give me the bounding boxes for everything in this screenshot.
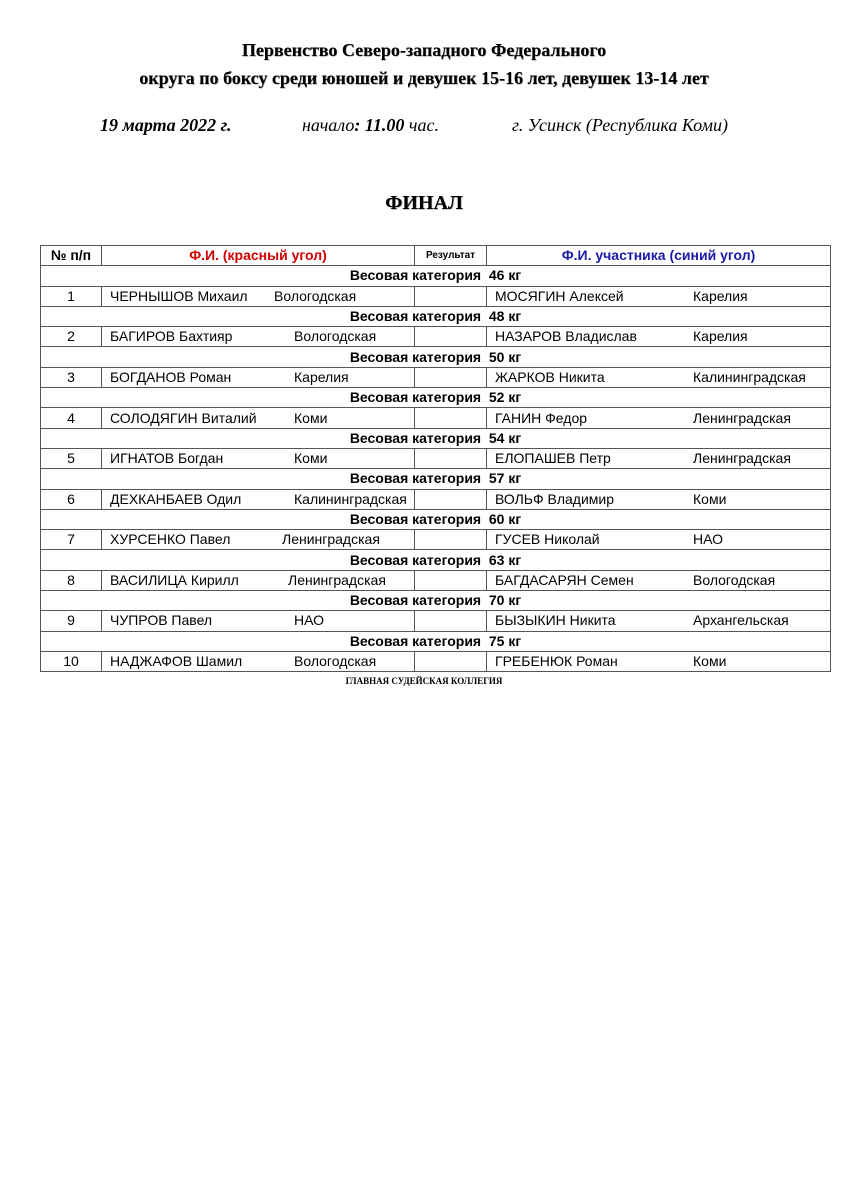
bout-row bbox=[41, 367, 831, 387]
red-corner-cell bbox=[102, 286, 415, 306]
table-header-row bbox=[41, 246, 831, 266]
blue-boxer-name: ВОЛЬФ Владимир bbox=[495, 490, 615, 507]
weight-category-value: 75 кг bbox=[488, 632, 522, 649]
blue-boxer-region: Коми bbox=[693, 653, 727, 670]
weight-category-value: 70 кг bbox=[488, 592, 522, 609]
red-boxer-region: Ленинградская bbox=[282, 531, 380, 548]
bout-row bbox=[41, 530, 831, 550]
bout-number: 8 bbox=[41, 570, 102, 590]
bout-row bbox=[41, 651, 831, 671]
blue-boxer-region: Карелия bbox=[693, 328, 748, 345]
result-cell bbox=[415, 570, 487, 590]
weight-category-cell bbox=[41, 550, 831, 570]
weight-category-label: Весовая категория bbox=[349, 632, 482, 649]
start-label: начало bbox=[302, 115, 355, 135]
weight-category-value: 50 кг bbox=[488, 348, 522, 365]
weight-category-row bbox=[41, 509, 831, 529]
stage-title: ФИНАЛ bbox=[385, 192, 463, 214]
blue-boxer-region: НАО bbox=[693, 531, 724, 548]
weight-category-row bbox=[41, 631, 831, 651]
red-boxer-name: ЧУПРОВ Павел bbox=[110, 612, 213, 629]
red-boxer-region: Коми bbox=[294, 450, 328, 467]
bout-number: 6 bbox=[41, 489, 102, 509]
result-cell bbox=[415, 489, 487, 509]
red-boxer-name: ДЕХКАНБАЕВ Одил bbox=[110, 490, 242, 507]
red-boxer-name: НАДЖАФОВ Шамил bbox=[110, 653, 243, 670]
blue-boxer-region: Архангельская bbox=[693, 612, 789, 629]
result-cell bbox=[415, 611, 487, 631]
blue-boxer-region: Вологодская bbox=[693, 571, 776, 588]
weight-category-cell bbox=[41, 347, 831, 367]
weight-category-row bbox=[41, 428, 831, 448]
bout-number: 10 bbox=[41, 651, 102, 671]
result-cell bbox=[415, 327, 487, 347]
blue-corner-cell bbox=[487, 448, 831, 468]
weight-category-value: 63 кг bbox=[488, 551, 522, 568]
weight-category-value: 60 кг bbox=[488, 511, 522, 527]
blue-corner-cell bbox=[487, 530, 831, 550]
weight-category-value: 48 кг bbox=[488, 308, 522, 325]
weight-category-cell bbox=[41, 591, 831, 611]
result-cell bbox=[415, 651, 487, 671]
event-date: 19 марта 2022 г. bbox=[100, 115, 232, 135]
start-unit: час. bbox=[408, 115, 439, 135]
red-corner-cell bbox=[102, 367, 415, 387]
footer-signature: ГЛАВНАЯ СУДЕЙСКАЯ КОЛЛЕГИЯ bbox=[345, 676, 503, 686]
blue-boxer-name: БЫЗЫКИН Никита bbox=[495, 612, 616, 629]
weight-category-label: Весовая категория bbox=[349, 429, 482, 446]
blue-boxer-name: ГАНИН Федор bbox=[495, 409, 588, 426]
blue-boxer-region: Коми bbox=[693, 490, 727, 507]
result-cell bbox=[415, 408, 487, 428]
col-result-header: Результат bbox=[415, 246, 487, 266]
bout-number: 9 bbox=[41, 611, 102, 631]
bout-number: 3 bbox=[41, 367, 102, 387]
weight-category-value: 54 кг bbox=[488, 429, 522, 446]
blue-corner-cell bbox=[487, 611, 831, 631]
bout-row bbox=[41, 327, 831, 347]
weight-category-value: 57 кг bbox=[488, 470, 522, 487]
blue-corner-cell bbox=[487, 286, 831, 306]
results-table bbox=[40, 245, 831, 672]
weight-category-label: Весовая категория bbox=[349, 308, 482, 325]
red-boxer-name: ВАСИЛИЦА Кирилл bbox=[110, 571, 239, 588]
weight-category-row bbox=[41, 388, 831, 408]
bout-row bbox=[41, 489, 831, 509]
bout-row bbox=[41, 448, 831, 468]
red-boxer-name: БАГИРОВ Бахтияр bbox=[110, 328, 233, 345]
red-corner-cell bbox=[102, 611, 415, 631]
blue-boxer-name: ГРЕБЕНЮК Роман bbox=[495, 653, 618, 670]
weight-category-cell bbox=[41, 266, 831, 286]
weight-category-label: Весовая категория bbox=[349, 592, 482, 609]
weight-category-cell bbox=[41, 306, 831, 326]
red-boxer-region: Вологодская bbox=[294, 653, 377, 670]
blue-boxer-name: ГУСЕВ Николай bbox=[495, 531, 600, 548]
red-corner-cell bbox=[102, 570, 415, 590]
blue-boxer-region: Ленинградская bbox=[693, 450, 791, 467]
red-boxer-region: Вологодская bbox=[294, 328, 377, 345]
red-boxer-region: Коми bbox=[294, 409, 328, 426]
weight-category-row bbox=[41, 469, 831, 489]
blue-boxer-name: ЖАРКОВ Никита bbox=[495, 368, 605, 385]
bout-row bbox=[41, 570, 831, 590]
blue-boxer-name: ЕЛОПАШЕВ Петр bbox=[495, 450, 611, 467]
blue-corner-cell bbox=[487, 367, 831, 387]
col-blue-corner-header: Ф.И. участника (синий угол) bbox=[487, 246, 831, 266]
red-boxer-name: ЧЕРНЫШОВ Михаил bbox=[110, 287, 248, 304]
event-place: г. Усинск (Республика Коми) bbox=[512, 115, 728, 135]
blue-boxer-name: БАГДАСАРЯН Семен bbox=[495, 571, 634, 588]
start-time bbox=[302, 112, 439, 138]
bout-row bbox=[41, 611, 831, 631]
weight-category-cell bbox=[41, 509, 831, 529]
red-boxer-region: Вологодская bbox=[274, 287, 357, 304]
blue-boxer-name: МОСЯГИН Алексей bbox=[495, 287, 624, 304]
weight-category-row bbox=[41, 591, 831, 611]
weight-category-cell bbox=[41, 388, 831, 408]
bout-row bbox=[41, 286, 831, 306]
blue-corner-cell bbox=[487, 570, 831, 590]
bout-number: 7 bbox=[41, 530, 102, 550]
weight-category-row bbox=[41, 266, 831, 286]
blue-corner-cell bbox=[487, 651, 831, 671]
blue-corner-cell bbox=[487, 408, 831, 428]
result-cell bbox=[415, 530, 487, 550]
red-corner-cell bbox=[102, 448, 415, 468]
weight-category-cell bbox=[41, 631, 831, 651]
weight-category-cell bbox=[41, 428, 831, 448]
blue-boxer-name: НАЗАРОВ Владислав bbox=[495, 328, 637, 345]
weight-category-cell bbox=[41, 469, 831, 489]
bout-number: 1 bbox=[41, 286, 102, 306]
col-red-corner-header: Ф.И. (красный угол) bbox=[102, 246, 415, 266]
blue-boxer-region: Ленинградская bbox=[693, 409, 791, 426]
title-line-1: Первенство Северо-западного Федерального bbox=[241, 40, 607, 60]
red-corner-cell bbox=[102, 489, 415, 509]
weight-category-value: 52 кг bbox=[488, 389, 522, 406]
red-boxer-name: ИГНАТОВ Богдан bbox=[110, 450, 224, 467]
weight-category-label: Весовая категория bbox=[349, 551, 482, 568]
red-corner-cell bbox=[102, 327, 415, 347]
weight-category-label: Весовая категория bbox=[349, 267, 482, 284]
blue-corner-cell bbox=[487, 489, 831, 509]
red-corner-cell bbox=[102, 651, 415, 671]
red-boxer-region: Ленинградская bbox=[288, 571, 386, 588]
col-number-header: № п/п bbox=[41, 246, 102, 266]
red-boxer-region: Карелия bbox=[294, 368, 349, 385]
bout-number: 4 bbox=[41, 408, 102, 428]
red-boxer-name: БОГДАНОВ Роман bbox=[110, 368, 232, 385]
weight-category-value: 46 кг bbox=[488, 267, 522, 284]
result-cell bbox=[415, 286, 487, 306]
blue-boxer-region: Калининградская bbox=[693, 368, 806, 385]
weight-category-label: Весовая категория bbox=[349, 389, 482, 406]
result-cell bbox=[415, 448, 487, 468]
weight-category-label: Весовая категория bbox=[349, 470, 482, 487]
red-boxer-region: НАО bbox=[294, 612, 325, 629]
result-cell bbox=[415, 367, 487, 387]
title-line-2: округа по боксу среди юношей и девушек 15-16 лет, девушек 13-14 лет bbox=[139, 68, 709, 88]
red-corner-cell bbox=[102, 408, 415, 428]
red-boxer-region: Калининградская bbox=[294, 490, 407, 507]
weight-category-label: Весовая категория bbox=[349, 348, 482, 365]
blue-boxer-region: Карелия bbox=[693, 287, 748, 304]
start-time-value: : 11.00 bbox=[354, 115, 405, 135]
bout-number: 5 bbox=[41, 448, 102, 468]
red-boxer-name: ХУРСЕНКО Павел bbox=[110, 531, 231, 548]
bout-row bbox=[41, 408, 831, 428]
blue-corner-cell bbox=[487, 327, 831, 347]
red-boxer-name: СОЛОДЯГИН Виталий bbox=[110, 409, 257, 426]
bout-number: 2 bbox=[41, 327, 102, 347]
red-corner-cell bbox=[102, 530, 415, 550]
weight-category-row bbox=[41, 306, 831, 326]
weight-category-label: Весовая категория bbox=[349, 511, 482, 527]
weight-category-row bbox=[41, 347, 831, 367]
weight-category-row bbox=[41, 550, 831, 570]
